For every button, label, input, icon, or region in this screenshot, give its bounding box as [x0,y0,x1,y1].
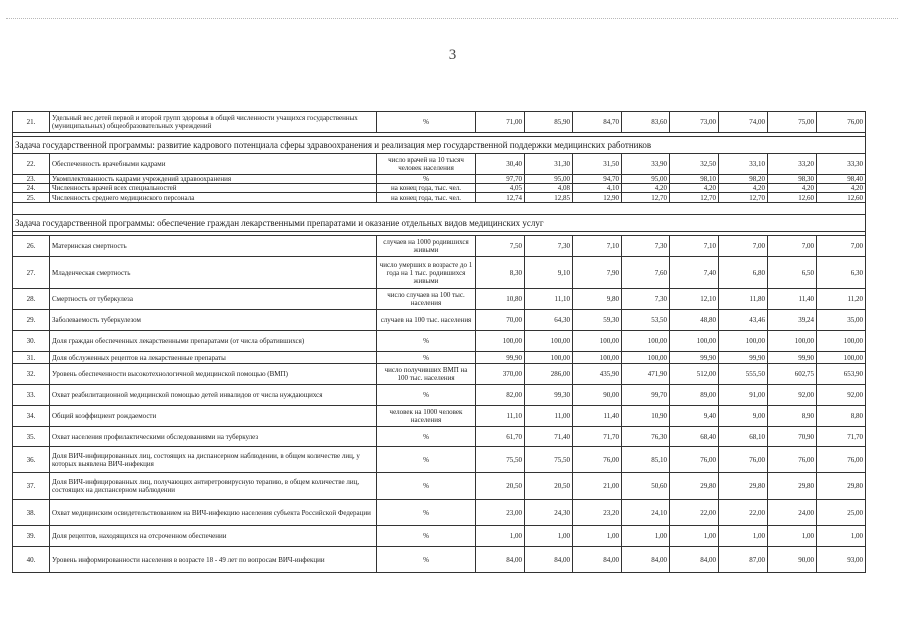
indicator-value: 92,00 [768,385,817,406]
row-number: 39. [13,526,50,547]
indicator-value: 99,90 [719,352,768,364]
indicator-value: 98,30 [768,175,817,184]
indicator-value: 100,00 [670,331,719,352]
indicator-unit: % [377,385,476,406]
indicator-name: Численность среднего медицинского персонала [50,193,377,203]
indicator-unit: число случаев на 100 тыс. населения [377,289,476,310]
indicator-unit: % [377,427,476,447]
indicator-value: 4,20 [817,184,866,193]
indicator-value: 8,30 [476,257,525,289]
indicator-value: 286,00 [525,364,573,385]
indicator-value: 7,50 [476,236,525,257]
indicator-unit: % [377,112,476,133]
indicator-value: 68,40 [670,427,719,447]
indicator-name: Доля обслуженных рецептов на лекарственные препараты [50,352,377,364]
indicator-value: 7,00 [817,236,866,257]
spacer-cell [13,203,866,215]
indicator-value: 25,00 [817,500,866,526]
indicator-value: 12,70 [622,193,670,203]
indicator-value: 7,00 [768,236,817,257]
indicator-value: 512,00 [670,364,719,385]
indicator-name: Охват реабилитационной медицинской помощью детей инвалидов от числа нуждающихся [50,385,377,406]
indicator-value: 76,00 [768,447,817,473]
indicator-value: 11,40 [573,406,622,427]
indicator-value: 24,30 [525,500,573,526]
row-number: 35. [13,427,50,447]
indicator-value: 7,40 [670,257,719,289]
indicator-value: 82,00 [476,385,525,406]
row-number: 34. [13,406,50,427]
indicator-value: 4,20 [768,184,817,193]
indicator-value: 90,00 [768,547,817,573]
indicator-value: 602,75 [768,364,817,385]
indicator-value: 33,90 [622,154,670,175]
indicator-value: 84,00 [573,547,622,573]
indicator-value: 11,20 [817,289,866,310]
indicator-value: 99,70 [622,385,670,406]
indicator-value: 39,24 [768,310,817,331]
indicator-value: 84,00 [670,547,719,573]
indicator-value: 12,74 [476,193,525,203]
indicator-value: 76,30 [622,427,670,447]
indicator-value: 76,00 [817,112,866,133]
table-row [13,257,866,289]
indicator-unit: % [377,473,476,500]
indicator-value: 1,00 [622,526,670,547]
indicator-value: 555,50 [719,364,768,385]
table-row [13,236,866,257]
indicator-value: 71,70 [817,427,866,447]
indicator-value: 68,10 [719,427,768,447]
indicator-value: 435,90 [573,364,622,385]
indicator-value: 12,10 [670,289,719,310]
indicator-value: 100,00 [573,352,622,364]
indicator-name: Заболеваемость туберкулезом [50,310,377,331]
row-number: 21. [13,112,50,133]
indicator-value: 1,00 [817,526,866,547]
indicator-value: 99,90 [670,352,719,364]
indicator-value: 7,30 [622,289,670,310]
indicator-value: 83,60 [622,112,670,133]
page-number: 3 [448,47,457,63]
row-number: 24. [13,184,50,193]
indicator-name: Уровень информированности населения в возрасте 18 - 49 лет по вопросам ВИЧ-инфекции [50,547,377,573]
indicator-value: 12,60 [817,193,866,203]
indicator-value: 64,30 [525,310,573,331]
row-number: 23. [13,175,50,184]
table-row [13,184,866,193]
indicator-value: 22,00 [719,500,768,526]
indicator-value: 100,00 [622,352,670,364]
indicator-value: 29,80 [719,473,768,500]
indicator-value: 9,80 [573,289,622,310]
row-number: 22. [13,154,50,175]
indicator-value: 100,00 [573,331,622,352]
indicator-name: Численность врачей всех специальностей [50,184,377,193]
indicator-value: 24,10 [622,500,670,526]
indicator-value: 85,90 [525,112,573,133]
task-title: Задача государственной программы: обеспечение граждан лекарственными препаратами и оказание отдельных видов медицинских услуг [13,215,866,232]
indicator-value: 85,10 [622,447,670,473]
indicator-name: Доля граждан обеспеченных лекарственными препаратами (от числа обратившихся) [50,331,377,352]
row-number: 26. [13,236,50,257]
indicator-value: 11,00 [525,406,573,427]
indicator-value: 20,50 [476,473,525,500]
table-row [13,352,866,364]
indicator-value: 100,00 [817,352,866,364]
row-number: 30. [13,331,50,352]
indicator-value: 20,50 [525,473,573,500]
row-number: 36. [13,447,50,473]
indicator-value: 1,00 [525,526,573,547]
table-row [13,473,866,500]
indicator-value: 10,90 [622,406,670,427]
indicator-value: 71,70 [573,427,622,447]
row-number: 33. [13,385,50,406]
indicator-value: 84,70 [573,112,622,133]
indicator-unit: число врачей на 10 тысяч человек населения [377,154,476,175]
indicator-value: 95,00 [622,175,670,184]
table-row [13,526,866,547]
indicator-value: 29,80 [817,473,866,500]
indicator-value: 100,00 [622,331,670,352]
indicator-value: 43,46 [719,310,768,331]
indicator-value: 31,50 [573,154,622,175]
indicator-value: 98,10 [670,175,719,184]
indicator-value: 30,40 [476,154,525,175]
indicator-value: 12,85 [525,193,573,203]
indicator-value: 6,30 [817,257,866,289]
indicator-value: 12,70 [719,193,768,203]
indicator-value: 23,20 [573,500,622,526]
indicator-unit: % [377,500,476,526]
indicator-value: 370,00 [476,364,525,385]
table-row [13,112,866,133]
table-row [13,310,866,331]
indicator-name: Доля рецептов, находящихся на отсроченном обеспечении [50,526,377,547]
indicator-value: 92,00 [817,385,866,406]
indicator-value: 4,20 [719,184,768,193]
indicator-name: Укомплектованность кадрами учреждений здравоохранения [50,175,377,184]
row-number: 28. [13,289,50,310]
indicator-value: 29,80 [768,473,817,500]
indicator-unit: число получивших ВМП на 100 тыс. населения [377,364,476,385]
indicator-value: 100,00 [768,331,817,352]
header-dotted-rule [6,18,898,19]
indicator-value: 100,00 [525,352,573,364]
indicator-value: 75,00 [768,112,817,133]
indicator-value: 53,50 [622,310,670,331]
indicator-value: 93,00 [817,547,866,573]
indicator-value: 100,00 [476,331,525,352]
table-row [13,427,866,447]
indicator-value: 22,00 [670,500,719,526]
indicator-value: 4,08 [525,184,573,193]
table-row [13,193,866,203]
indicator-value: 4,20 [622,184,670,193]
indicator-unit: % [377,547,476,573]
table-row [13,547,866,573]
indicator-value: 50,60 [622,473,670,500]
indicator-value: 8,90 [768,406,817,427]
indicator-value: 76,00 [817,447,866,473]
indicator-value: 6,80 [719,257,768,289]
indicator-name: Общий коэффициент рождаемости [50,406,377,427]
indicator-value: 48,80 [670,310,719,331]
indicator-name: Доля ВИЧ-инфицированных лиц, получающих антиретровирусную терапию, в общем количестве лиц, состоящих на диспансерном наблюдении [50,473,377,500]
table-row [13,289,866,310]
indicator-value: 1,00 [670,526,719,547]
table-row [13,331,866,352]
indicator-value: 4,20 [670,184,719,193]
indicator-value: 95,00 [525,175,573,184]
indicator-unit: на конец года, тыс. чел. [377,193,476,203]
indicator-value: 99,90 [476,352,525,364]
row-number: 29. [13,310,50,331]
indicator-value: 90,00 [573,385,622,406]
indicator-value: 76,00 [670,447,719,473]
indicator-value: 31,30 [525,154,573,175]
indicator-unit: % [377,175,476,184]
indicator-value: 1,00 [719,526,768,547]
indicator-value: 1,00 [573,526,622,547]
indicator-value: 471,90 [622,364,670,385]
indicator-value: 100,00 [525,331,573,352]
indicator-value: 75,50 [476,447,525,473]
indicator-value: 70,90 [768,427,817,447]
indicator-value: 7,10 [670,236,719,257]
indicator-value: 99,30 [525,385,573,406]
table-row [13,385,866,406]
task-header-row [13,137,866,154]
indicator-name: Удельный вес детей первой и второй групп здоровья в общей численности учащихся государственных (муниципальных) общеобразовательных учреждений [50,112,377,133]
indicator-value: 94,70 [573,175,622,184]
indicator-value: 1,00 [768,526,817,547]
indicator-value: 24,00 [768,500,817,526]
indicator-value: 89,00 [670,385,719,406]
indicator-value: 84,00 [525,547,573,573]
task-title: Задача государственной программы: развитие кадрового потенциала сферы здравоохранения и реализация мер государственной поддержки медицинских работников [13,137,866,154]
indicator-name: Доля ВИЧ-инфицированных лиц, состоящих на диспансерном наблюдении, в общем количестве лиц, у которых выявлена ВИЧ-инфекция [50,447,377,473]
indicator-unit: число умерших в возрасте до 1 года на 1 тыс. родившихся живыми [377,257,476,289]
indicator-value: 71,00 [476,112,525,133]
indicator-value: 9,40 [670,406,719,427]
indicator-value: 76,00 [719,447,768,473]
indicator-name: Охват медицинским освидетельствованием на ВИЧ-инфекцию населения субъекта Российской Федерации [50,500,377,526]
table-row [13,500,866,526]
indicator-value: 12,70 [670,193,719,203]
indicator-value: 653,90 [817,364,866,385]
indicator-value: 10,80 [476,289,525,310]
indicator-value: 7,00 [719,236,768,257]
spacer-row [13,203,866,215]
indicator-value: 23,00 [476,500,525,526]
indicator-name: Обеспеченность врачебными кадрами [50,154,377,175]
indicator-value: 7,90 [573,257,622,289]
indicator-value: 4,10 [573,184,622,193]
indicator-value: 8,80 [817,406,866,427]
indicator-value: 11,10 [525,289,573,310]
indicator-value: 11,80 [719,289,768,310]
indicator-value: 75,50 [525,447,573,473]
indicator-value: 35,00 [817,310,866,331]
table-row [13,175,866,184]
indicator-value: 12,90 [573,193,622,203]
indicator-value: 76,00 [573,447,622,473]
indicator-value: 21,00 [573,473,622,500]
indicator-value: 7,60 [622,257,670,289]
indicator-value: 99,90 [768,352,817,364]
indicator-value: 87,00 [719,547,768,573]
indicator-unit: случаев на 100 тыс. населения [377,310,476,331]
indicator-value: 7,30 [622,236,670,257]
indicator-value: 33,10 [719,154,768,175]
indicator-unit: на конец года, тыс. чел. [377,184,476,193]
indicator-value: 91,00 [719,385,768,406]
indicator-value: 71,40 [525,427,573,447]
indicator-value: 61,70 [476,427,525,447]
indicator-name: Смертность от туберкулеза [50,289,377,310]
indicator-value: 70,00 [476,310,525,331]
indicator-value: 7,30 [525,236,573,257]
row-number: 40. [13,547,50,573]
indicator-value: 6,50 [768,257,817,289]
indicator-value: 73,00 [670,112,719,133]
table-row [13,154,866,175]
indicator-name: Уровень обеспеченности высокотехнологичной медицинской помощью (ВМП) [50,364,377,385]
indicator-unit: % [377,352,476,364]
indicator-unit: % [377,331,476,352]
indicator-value: 4,05 [476,184,525,193]
indicator-value: 11,10 [476,406,525,427]
indicator-value: 32,50 [670,154,719,175]
indicator-value: 29,80 [670,473,719,500]
indicator-value: 33,20 [768,154,817,175]
indicator-unit: случаев на 1000 родившихся живыми [377,236,476,257]
row-number: 25. [13,193,50,203]
indicator-value: 7,10 [573,236,622,257]
indicator-value: 98,20 [719,175,768,184]
indicators-table [12,111,866,573]
row-number: 31. [13,352,50,364]
table-row [13,447,866,473]
indicator-unit: % [377,526,476,547]
row-number: 27. [13,257,50,289]
table-row [13,364,866,385]
indicator-value: 9,10 [525,257,573,289]
indicator-value: 98,40 [817,175,866,184]
indicator-name: Младенческая смертность [50,257,377,289]
indicator-name: Охват населения профилактическими обследованиями на туберкулез [50,427,377,447]
indicator-unit: человек на 1000 человек населения [377,406,476,427]
table-row [13,406,866,427]
indicator-value: 84,00 [622,547,670,573]
indicator-value: 74,00 [719,112,768,133]
indicator-value: 97,70 [476,175,525,184]
row-number: 32. [13,364,50,385]
indicator-value: 100,00 [719,331,768,352]
indicator-value: 12,60 [768,193,817,203]
indicator-value: 59,30 [573,310,622,331]
indicator-value: 84,00 [476,547,525,573]
indicator-value: 33,30 [817,154,866,175]
indicator-value: 9,00 [719,406,768,427]
task-header-row [13,215,866,232]
row-number: 37. [13,473,50,500]
indicator-value: 100,00 [817,331,866,352]
indicator-value: 11,40 [768,289,817,310]
indicator-value: 1,00 [476,526,525,547]
indicator-name: Материнская смертность [50,236,377,257]
row-number: 38. [13,500,50,526]
indicator-unit: % [377,447,476,473]
